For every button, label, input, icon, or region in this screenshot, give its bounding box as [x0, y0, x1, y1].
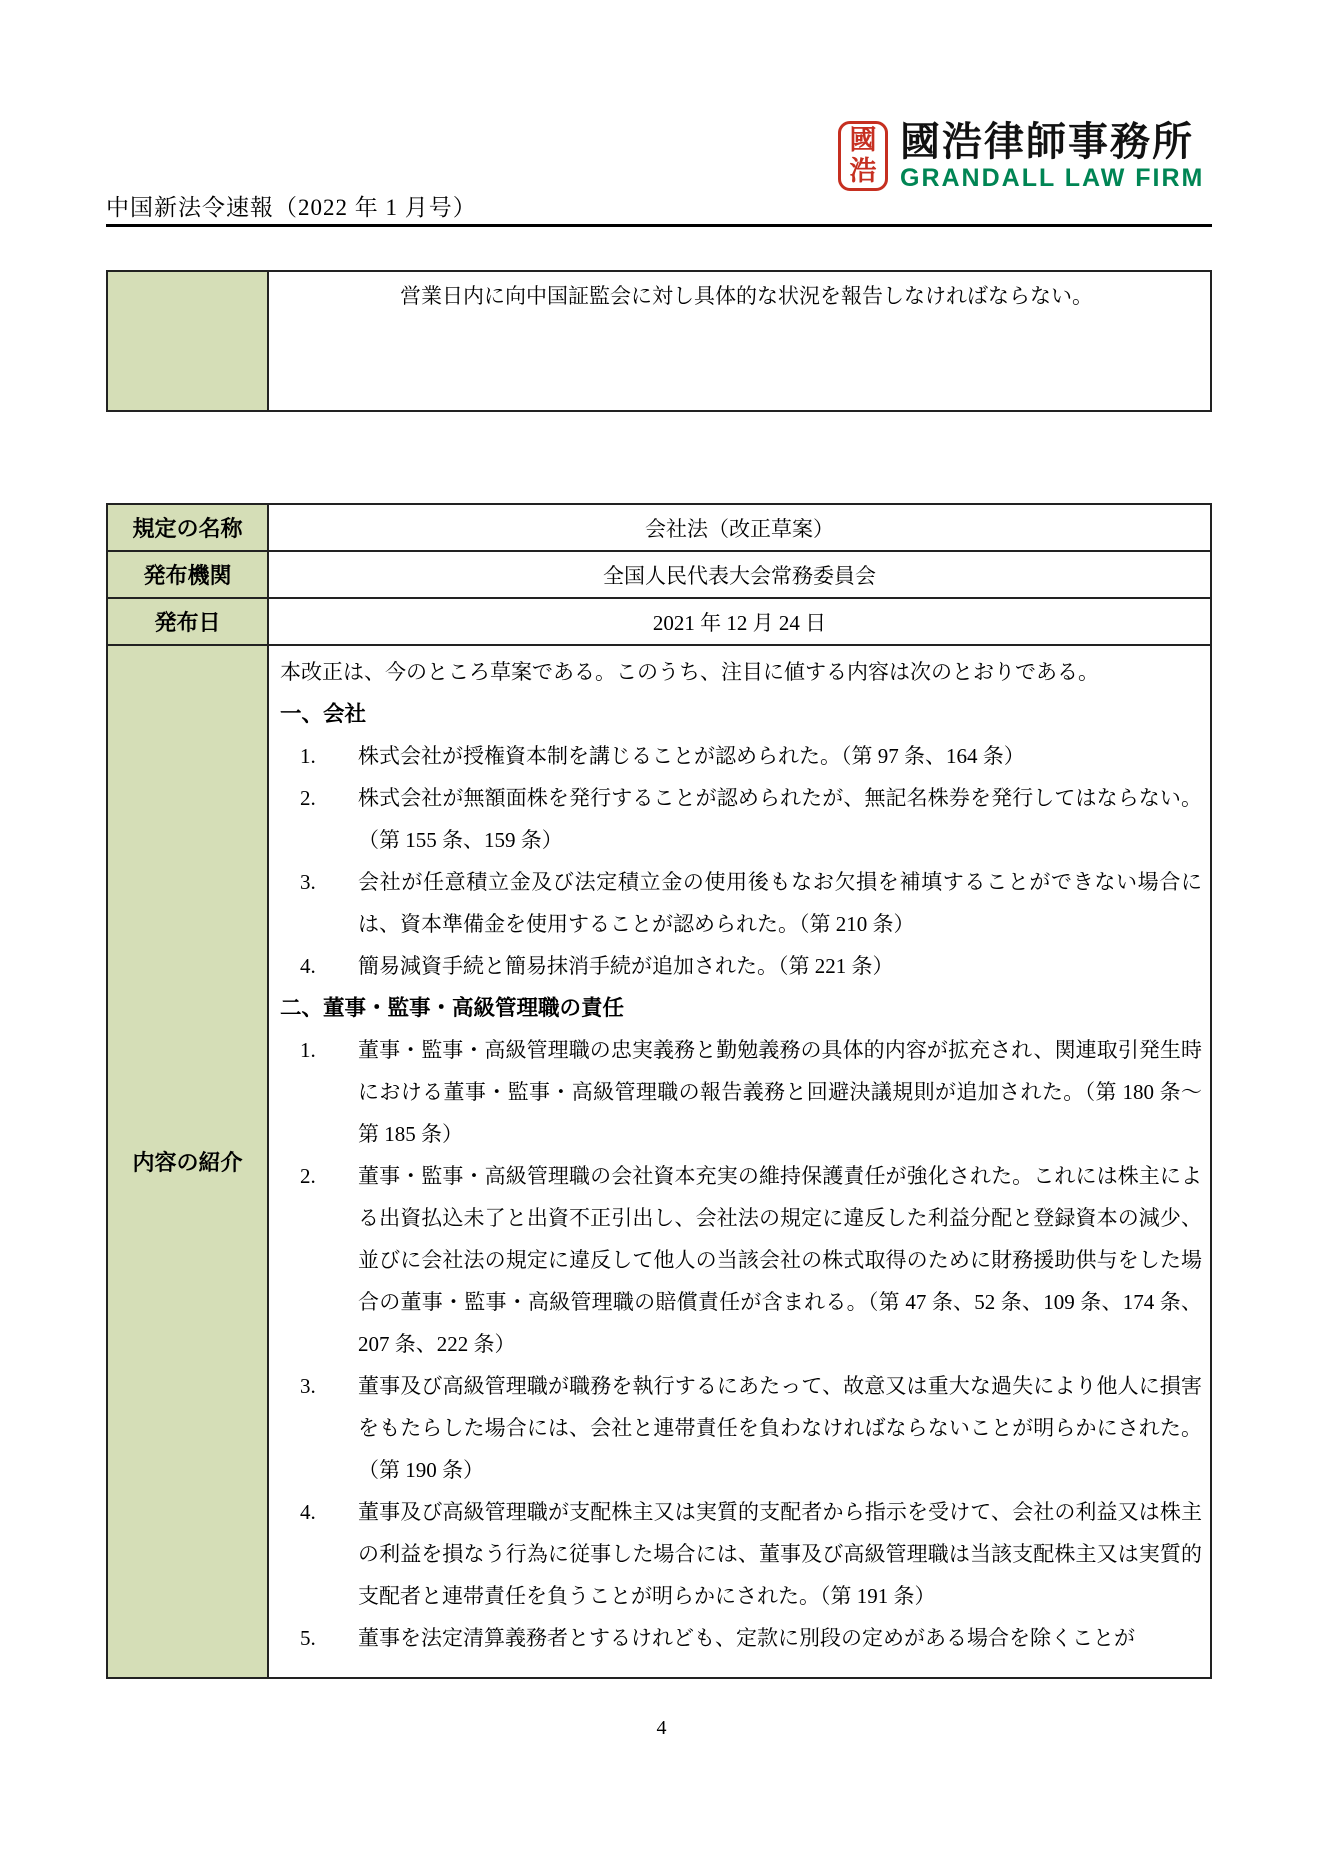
list-item-text: 董事及び高級管理職が支配株主又は実質的支配者から指示を受けて、会社の利益又は株主の利益を損なう行為に従事した場合には、董事及び高級管理職は当該支配株主又は実質的支配者と連帯責任を負うことが明らかにされた。（第 191 条） [358, 1500, 1202, 1608]
firm-logo-text [900, 121, 1204, 191]
list-item-number: 5. [300, 1626, 316, 1650]
list-item-text: 株式会社が無額面株を発行することが認められたが、無記名株券を発行してはならない。（第 155 条、159 条） [358, 786, 1202, 852]
row-label-issue-date: 発布日 [108, 599, 269, 644]
list-item [269, 1155, 1210, 1365]
list-item-number: 3. [300, 870, 316, 894]
firm-name-cjk: 國浩律師事務所 [900, 120, 1194, 164]
seal-char-top: 國 [849, 125, 877, 155]
list-item [269, 1365, 1210, 1491]
list-item-text: 董事・監事・高級管理職の会社資本充実の維持保護責任が強化された。これには株主による出資払込未了と出資不正引出し、会社法の規定に違反した利益分配と登録資本の減少、並びに会社法の規定に違反して他人の当該会社の株式取得のために財務援助供与をした場合の董事・監事・高級管理職の賠償責任が含まれる。（第 47 条、52 条、109 条、174 条、207 条、222 条） [358, 1164, 1202, 1356]
list-item [269, 735, 1210, 777]
firm-seal-icon [838, 121, 888, 191]
content-introduction-cell [269, 646, 1210, 1677]
row-value-issue-date: 2021 年 12 月 24 日 [652, 610, 827, 635]
table-row [108, 505, 1210, 552]
list-item-text: 株式会社が授権資本制を講じることが認められた。（第 97 条、164 条） [358, 744, 1025, 768]
page-number: 4 [656, 1717, 667, 1739]
list-item-number: 2. [300, 1164, 316, 1188]
list-item-text: 会社が任意積立金及び法定積立金の使用後もなお欠損を補填することができない場合には、資本準備金を使用することが認められた。（第 210 条） [358, 870, 1202, 936]
list-item-number: 4. [300, 954, 316, 978]
section1-heading: 一、会社 [280, 702, 367, 726]
list-item [269, 1617, 1210, 1659]
firm-name-en: GRANDALL LAW FIRM [900, 164, 1205, 192]
row-label-regulation-name: 規定の名称 [108, 505, 269, 550]
regulation-table [106, 503, 1212, 1679]
content-intro-paragraph: 本改正は、今のところ草案である。このうち、注目に値する内容は次のとおりである。 [280, 660, 1099, 684]
list-item-number: 4. [300, 1500, 316, 1524]
list-item [269, 945, 1210, 987]
list-item-number: 2. [300, 786, 316, 810]
list-item-number: 1. [300, 1038, 316, 1062]
header-divider [106, 224, 1212, 227]
firm-logo [838, 121, 1204, 191]
list-item-number: 1. [300, 744, 316, 768]
row-label-issuing-body: 発布機関 [108, 552, 269, 597]
newsletter-title: 中国新法令速報（2022 年 1 月号） [106, 195, 477, 220]
table-row-content [108, 646, 1210, 1677]
list-item [269, 1029, 1210, 1155]
seal-char-bottom: 浩 [849, 156, 877, 186]
table-row [108, 599, 1210, 646]
carryover-label-cell [108, 272, 269, 410]
table-row [108, 552, 1210, 599]
list-item [269, 777, 1210, 861]
list-item-text: 簡易減資手続と簡易抹消手続が追加された。（第 221 条） [358, 954, 894, 978]
row-value-issuing-body: 全国人民代表大会常務委員会 [603, 563, 876, 588]
list-item [269, 861, 1210, 945]
list-item [269, 1491, 1210, 1617]
carryover-text: 営業日内に向中国証監会に対し具体的な状況を報告しなければならない。 [400, 284, 1093, 308]
list-item-text: 董事・監事・高級管理職の忠実義務と勤勉義務の具体的内容が拡充され、関連取引発生時における董事・監事・高級管理職の報告義務と回避決議規則が追加された。（第 180 条～第 185 条） [358, 1038, 1202, 1146]
row-label-content-intro: 内容の紹介 [108, 646, 269, 1677]
list-item-text: 董事を法定清算義務者とするけれども、定款に別段の定めがある場合を除くことが [358, 1626, 1135, 1650]
carryover-table [106, 270, 1212, 412]
row-value-regulation-name: 会社法（改正草案） [645, 516, 834, 541]
list-item-text: 董事及び高級管理職が職務を執行するにあたって、故意又は重大な過失により他人に損害をもたらした場合には、会社と連帯責任を負わなければならないことが明らかにされた。（第 190 条） [358, 1374, 1202, 1482]
section2-heading: 二、董事・監事・高級管理職の責任 [280, 996, 625, 1020]
list-item-number: 3. [300, 1374, 316, 1398]
